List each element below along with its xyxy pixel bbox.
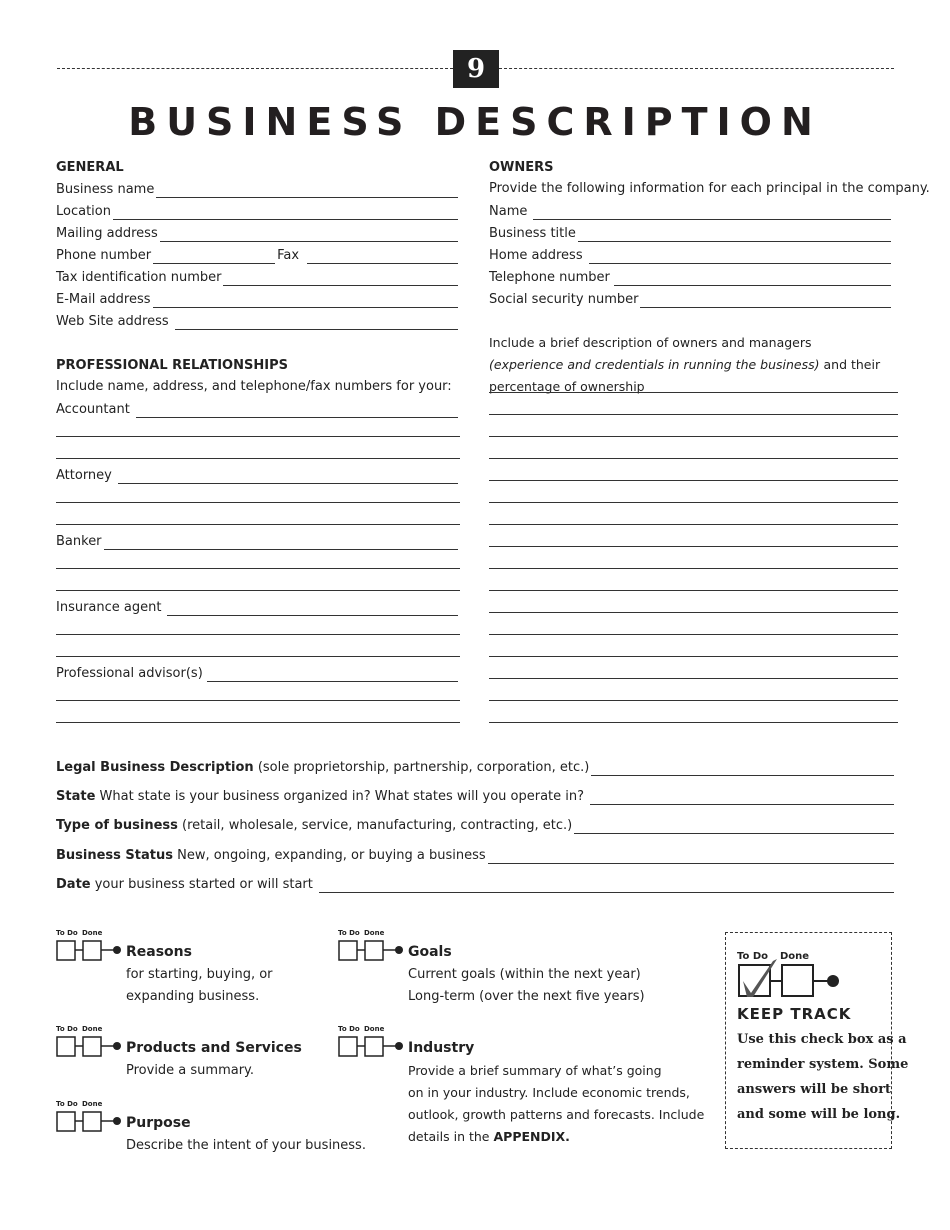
todo-done-checkbox[interactable]: To Do Done [56,1103,128,1133]
owner-description-line[interactable] [489,480,898,481]
owner-description-line[interactable] [489,458,898,459]
owner-description-line[interactable] [489,700,898,701]
advisor-field[interactable]: Professional advisor(s) [56,666,458,682]
header-rule-right [499,68,894,69]
keep-track-title: KEEP TRACK [737,1005,852,1023]
owner-name-field[interactable]: Name [489,204,891,220]
owner-description-line[interactable] [489,612,898,613]
todo-done-checkbox[interactable]: To Do Done [338,932,410,962]
owners-heading: OWNERS [489,160,554,175]
date-field[interactable]: Date your business started or will start [56,877,894,893]
task-desc: Provide a summary. [126,1063,255,1078]
owner-description-line[interactable] [489,414,898,415]
banker-line[interactable] [56,590,460,591]
task-desc: Provide a brief summary of what’s going on in your industry. Include economic trends, outlook, growth patterns and forecasts. Include details in the APPENDIX. [408,1063,705,1144]
banker-field[interactable]: Banker [56,534,458,550]
owner-description-line[interactable] [489,590,898,591]
insurance-line[interactable] [56,656,460,657]
task-title: Goals [408,944,452,960]
owners-description: Include a brief description of owners and managers (experience and credentials in running the business) and their percentage of ownership [489,335,881,394]
page-number: 9 [453,50,499,88]
insurance-agent-field[interactable]: Insurance agent [56,600,458,616]
attorney-field[interactable]: Attorney [56,468,458,484]
type-of-business-field[interactable]: Type of business (retail, wholesale, service, manufacturing, contracting, etc.) [56,818,894,834]
owners-intro: Provide the following information for each principal in the company. [489,181,930,196]
professional-heading: PROFESSIONAL RELATIONSHIPS [56,358,288,373]
owner-title-field[interactable]: Business title [489,226,891,242]
accountant-line[interactable] [56,458,460,459]
owner-description-line[interactable] [489,722,898,723]
attorney-line[interactable] [56,502,460,503]
task-title: Industry [408,1040,475,1056]
insurance-line[interactable] [56,634,460,635]
owner-description-line[interactable] [489,546,898,547]
owner-description-line[interactable] [489,436,898,437]
owner-description-line[interactable] [489,392,898,393]
page-title: BUSINESS DESCRIPTION [128,100,822,144]
business-status-field[interactable]: Business Status New, ongoing, expanding, or buying a business [56,848,894,864]
professional-intro: Include name, address, and telephone/fax numbers for your: [56,379,452,394]
owner-description-line[interactable] [489,656,898,657]
accountant-line[interactable] [56,436,460,437]
keep-track-text: Use this check box as a reminder system. Some answers will be short and some will be long. [737,1032,909,1122]
owner-description-line[interactable] [489,524,898,525]
owner-description-line[interactable] [489,634,898,635]
phone-fax-field[interactable]: Phone number Fax [56,248,458,264]
advisor-line[interactable] [56,700,460,701]
keep-track-box [725,932,909,1149]
legal-description-field[interactable]: Legal Business Description (sole proprietorship, partnership, corporation, etc.) [56,760,894,776]
task-desc: Describe the intent of your business. [126,1138,366,1153]
email-field[interactable]: E-Mail address [56,292,458,308]
attorney-line[interactable] [56,524,460,525]
state-field[interactable]: State What state is your business organized in? What states will you operate in? [56,789,894,805]
banker-line[interactable] [56,568,460,569]
todo-done-checkbox[interactable]: To Do Done [56,1028,128,1058]
mailing-address-field[interactable]: Mailing address [56,226,458,242]
owner-description-line[interactable] [489,502,898,503]
general-heading: GENERAL [56,160,124,175]
task-title: Purpose [126,1115,191,1131]
business-name-field[interactable]: Business name [56,182,458,198]
owner-telephone-field[interactable]: Telephone number [489,270,891,286]
task-desc: for starting, buying, or expanding business. [126,967,273,1004]
owner-ssn-field[interactable]: Social security number [489,292,891,308]
task-desc: Current goals (within the next year) Long-term (over the next five years) [408,967,645,1004]
todo-done-checkbox[interactable]: To Do Done [56,932,128,962]
website-field[interactable]: Web Site address [56,314,458,330]
keep-track-checkbox[interactable]: To Do Done [737,951,847,999]
accountant-field[interactable]: Accountant [56,402,458,418]
owner-description-line[interactable] [489,678,898,679]
todo-done-checkbox[interactable]: To Do Done [338,1028,410,1058]
header-rule-left [57,68,453,69]
task-title: Reasons [126,944,192,960]
tax-id-field[interactable]: Tax identification number [56,270,458,286]
location-field[interactable]: Location [56,204,458,220]
task-title: Products and Services [126,1040,302,1056]
owner-description-line[interactable] [489,568,898,569]
advisor-line[interactable] [56,722,460,723]
owner-home-address-field[interactable]: Home address [489,248,891,264]
